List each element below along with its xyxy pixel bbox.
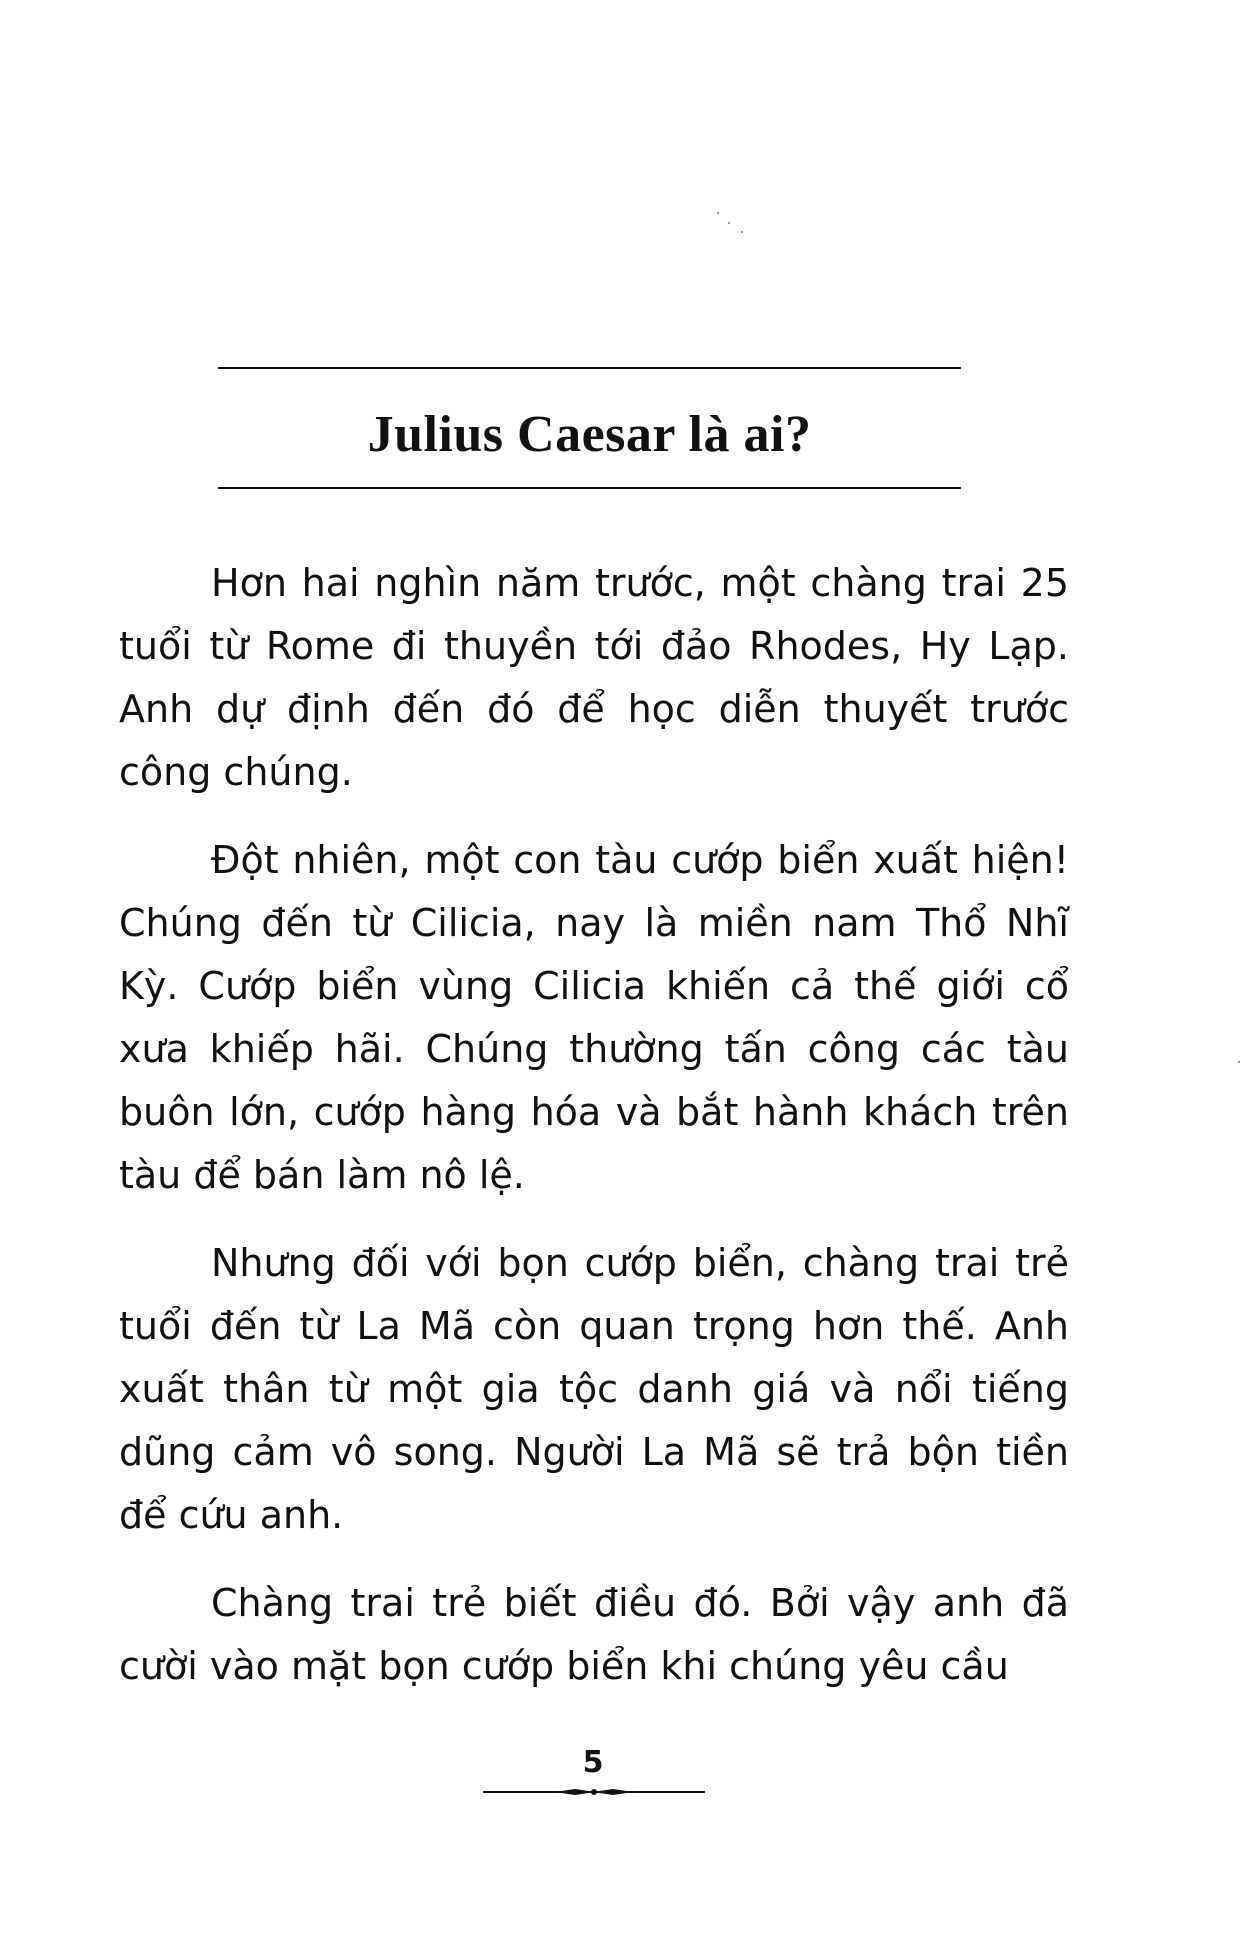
paragraph: Chàng trai trẻ biết điều đó. Bởi vậy anh đã cười vào mặt bọn cướp biển khi chúng yêu cầu [119,1581,1069,1688]
paragraph: Đột nhiên, một con tàu cướp biển xuất hiện! Chúng đến từ Cilicia, nay là miền nam Thổ Nhĩ Kỳ. Cướp biển vùng Cilicia khiến cả thế giới cổ xưa khiếp hãi. Chúng thường tấn công các tàu buôn lớn, cướp hàng hóa và bắt hành khách trên tàu để bán làm nô lệ. [119,838,1069,1197]
scan-speck [717,212,719,214]
body-text [119,552,1069,1723]
folio-ornament [483,1786,705,1798]
paragraph: Hơn hai nghìn năm trước, một chàng trai 25 tuổi từ Rome đi thuyền tới đảo Rhodes, Hy Lạp. Anh dự định đến đó để học diễn thuyết trước công chúng. [119,561,1069,794]
scan-speck [728,222,730,224]
title-rule-bottom [218,487,961,489]
chapter-title: Julius Caesar là ai? [367,406,812,463]
paragraph: Nhưng đối với bọn cướp biển, chàng trai trẻ tuổi đến từ La Mã còn quan trọng hơn thế. Anh xuất thân từ một gia tộc danh giá và nổi tiếng dũng cảm vô song. Người La Mã sẽ trả bộn tiền để cứu anh. [119,1241,1069,1537]
scan-speck [1238,1061,1240,1063]
scan-speck [741,231,743,233]
page-number: 5 [582,1745,604,1780]
title-rule-top [218,367,961,369]
